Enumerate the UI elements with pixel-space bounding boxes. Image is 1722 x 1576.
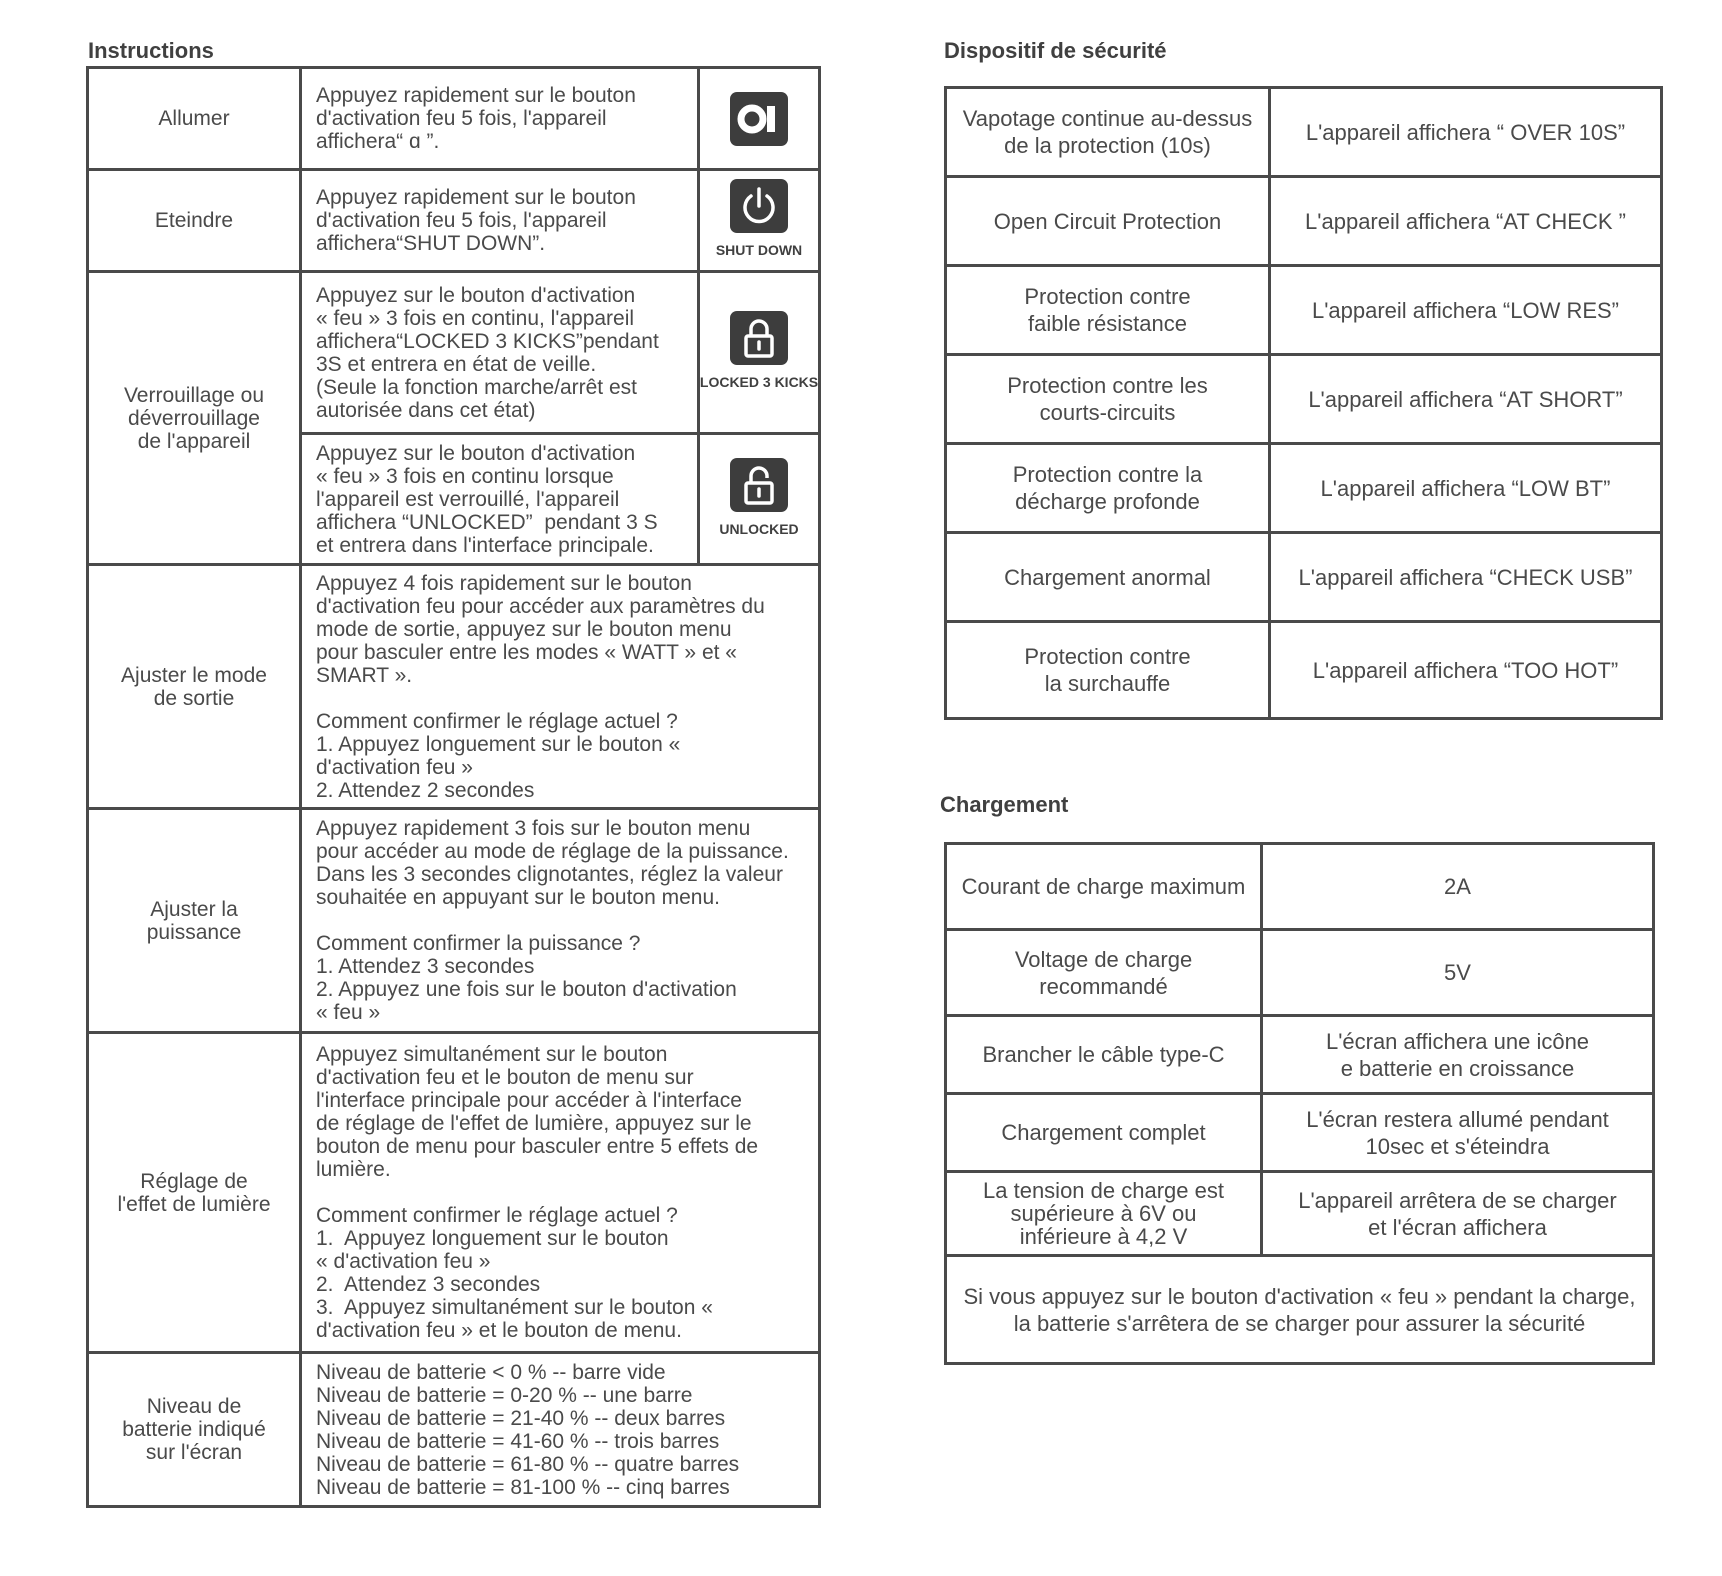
icon-caption: LOCKED 3 KICKS (699, 374, 819, 390)
row-description: Appuyez rapidement 3 fois sur le bouton menu pour accéder au mode de réglage de la puissance. Dans les 3 secondes clignotantes, réglez la valeur souhaitée en appuyant sur le bouton menu. Comment confirmer la puissance ? 1. Attendez 3 secondes 2. Appuyez une fois sur le bouton d'activation « feu » (301, 809, 820, 1033)
table-row (946, 533, 1662, 622)
charging-table (944, 842, 1655, 1365)
table-row (88, 272, 820, 434)
table-row (946, 266, 1662, 355)
table-row (88, 170, 820, 272)
row-label: Réglage de l'effet de lumière (88, 1033, 301, 1353)
safety-condition: Vapotage continue au-dessus de la protection (10s) (946, 88, 1270, 177)
charging-parameter: Brancher le câble type-C (946, 1016, 1262, 1094)
safety-display: L'appareil affichera “TOO HOT” (1270, 622, 1662, 719)
table-row (946, 444, 1662, 533)
safety-condition: Chargement anormal (946, 533, 1270, 622)
charging-value: L'appareil arrêtera de se charger et l'écran affichera (1262, 1172, 1654, 1256)
safety-display: L'appareil affichera “LOW RES” (1270, 266, 1662, 355)
row-label: Ajuster la puissance (88, 809, 301, 1033)
power-on-logo-icon (730, 92, 788, 146)
row-label: Niveau de batterie indiqué sur l'écran (88, 1353, 301, 1507)
charging-value: L'écran restera allumé pendant 10sec et s'éteindra (1262, 1094, 1654, 1172)
instructions-heading: Instructions (88, 38, 214, 63)
table-row (946, 844, 1654, 930)
table-row (88, 68, 820, 170)
charging-parameter: Voltage de charge recommandé (946, 930, 1262, 1016)
table-row (946, 88, 1662, 177)
table-row (946, 1256, 1654, 1364)
safety-table (944, 86, 1663, 720)
table-row (88, 1033, 820, 1353)
safety-condition: Protection contre la décharge profonde (946, 444, 1270, 533)
table-row (88, 565, 820, 809)
safety-condition: Protection contre faible résistance (946, 266, 1270, 355)
safety-display: L'appareil affichera “LOW BT” (1270, 444, 1662, 533)
safety-display: L'appareil affichera “AT SHORT” (1270, 355, 1662, 444)
table-row (946, 1094, 1654, 1172)
charging-value: 5V (1262, 930, 1654, 1016)
icon-caption: SHUT DOWN (715, 242, 803, 258)
safety-heading: Dispositif de sécurité (944, 38, 1167, 63)
table-row (946, 177, 1662, 266)
row-description: Appuyez sur le bouton d'activation « feu » 3 fois en continu, l'appareil affichera“LOCKED 3 KICKS”pendant 3S et entrera en état de veille. (Seule la fonction marche/arrêt est autorisée dans cet état) (301, 272, 699, 434)
table-row (946, 1016, 1654, 1094)
row-description: Appuyez 4 fois rapidement sur le bouton d'activation feu pour accéder aux paramètres du mode de sortie, appuyez sur le bouton menu pour basculer entre les modes « WATT » et « SMART ». Comment confirmer le réglage actuel ? 1. Appuyez longuement sur le bouton « d'activation feu » 2. Attendez 2 secondes (301, 565, 820, 809)
safety-condition: Open Circuit Protection (946, 177, 1270, 266)
charging-value: 2A (1262, 844, 1654, 930)
charging-note: Si vous appuyez sur le bouton d'activation « feu » pendant la charge, la batterie s'arrêtera de se charger pour assurer la sécurité (946, 1256, 1654, 1364)
row-label: Verrouillage ou déverrouillage de l'appareil (88, 272, 301, 565)
table-row (88, 1353, 820, 1507)
row-description: Appuyez simultanément sur le bouton d'activation feu et le bouton de menu sur l'interface principale pour accéder à l'interface de réglage de l'effet de lumière, appuyez sur le bouton de menu pour basculer entre 5 effets de lumière. Comment confirmer le réglage actuel ? 1. Appuyez longuement sur le bouton « d'activation feu » 2. Attendez 3 secondes 3. Appuyez simultanément sur le bouton « d'activation feu » et le bouton de menu. (301, 1033, 820, 1353)
row-description: Appuyez rapidement sur le bouton d'activation feu 5 fois, l'appareil affichera“SHUT DOWN”. (301, 170, 699, 272)
row-label: Allumer (88, 68, 301, 170)
table-row (946, 622, 1662, 719)
table-row (946, 355, 1662, 444)
power-button-icon (730, 179, 788, 233)
row-description: Niveau de batterie < 0 % -- barre vide Niveau de batterie = 0-20 % -- une barre Niveau de batterie = 21-40 % -- deux barres Niveau de batterie = 41-60 % -- trois barres Niveau de batterie = 61-80 % -- quatre barres Niveau de batterie = 81-100 % -- cinq barres (301, 1353, 820, 1507)
row-description: Appuyez rapidement sur le bouton d'activation feu 5 fois, l'appareil affichera“ ɑ ”. (301, 68, 699, 170)
row-description: Appuyez sur le bouton d'activation « feu » 3 fois en continu lorsque l'appareil est verrouillé, l'appareil affichera “UNLOCKED” pendant 3 S et entrera dans l'interface principale. (301, 434, 699, 565)
safety-display: L'appareil affichera “ OVER 10S” (1270, 88, 1662, 177)
charging-value: L'écran affichera une icône e batterie en croissance (1262, 1016, 1654, 1094)
charging-heading: Chargement (940, 792, 1069, 817)
charging-parameter: Chargement complet (946, 1094, 1262, 1172)
icon-caption: UNLOCKED (719, 520, 799, 537)
table-row (946, 1172, 1654, 1256)
safety-condition: Protection contre les courts-circuits (946, 355, 1270, 444)
lock-closed-icon (730, 311, 788, 365)
row-label: Ajuster le mode de sortie (88, 565, 301, 809)
lock-open-icon (730, 458, 788, 512)
table-row (88, 809, 820, 1033)
table-row (946, 930, 1654, 1016)
safety-display: L'appareil affichera “AT CHECK ” (1270, 177, 1662, 266)
charging-parameter: Courant de charge maximum (946, 844, 1262, 930)
instructions-table (86, 66, 821, 1508)
safety-condition: Protection contre la surchauffe (946, 622, 1270, 719)
row-label: Eteindre (88, 170, 301, 272)
charging-parameter: La tension de charge est supérieure à 6V ou inférieure à 4,2 V (946, 1172, 1262, 1256)
safety-display: L'appareil affichera “CHECK USB” (1270, 533, 1662, 622)
